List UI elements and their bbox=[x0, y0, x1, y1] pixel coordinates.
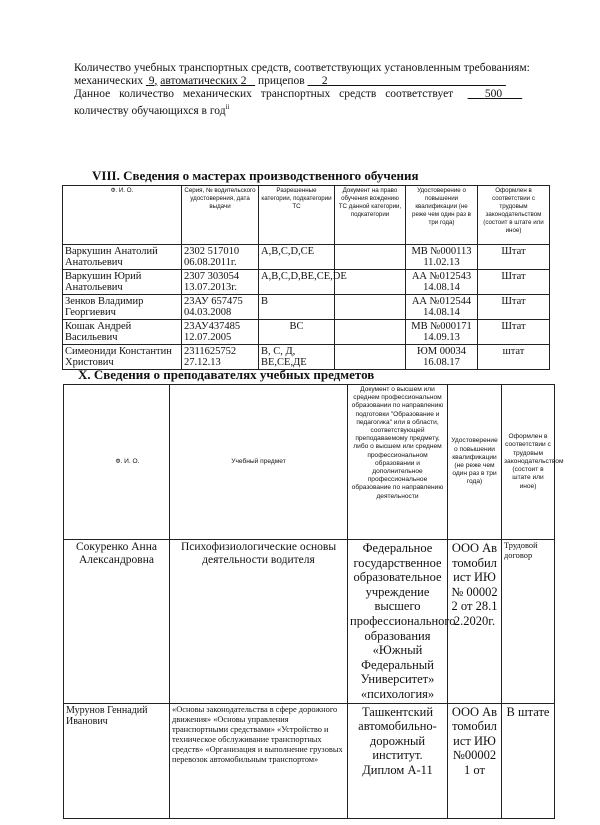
teacher-education: Федеральное государственное образовательное учреждение высшего профессионального образования «Южный Федеральный Университет» «психология» bbox=[348, 540, 448, 704]
teacher-status: Трудовой договор bbox=[502, 540, 555, 704]
master-name: Зенков Владимир Георгиевич bbox=[63, 295, 182, 320]
teacher-name: Сокуренко Анна Александровна bbox=[64, 540, 170, 704]
section-10-title: X. Сведения о преподавателях учебных предметов bbox=[78, 367, 375, 382]
master-cert: АА №012543 14.08.14 bbox=[406, 270, 478, 295]
teacher-subject: Психофизиологические основы деятельности водителя bbox=[170, 540, 348, 704]
auto-value: 2 bbox=[240, 75, 247, 87]
footnote-mark: ii bbox=[225, 103, 230, 111]
master-license: 23АУ437485 12.07.2005 bbox=[182, 320, 259, 345]
masters-header-doc: Документ на право обучения вождению ТС данной категории, подкатегории bbox=[335, 186, 406, 245]
table-row bbox=[63, 345, 550, 370]
master-name: Кошак Андрей Васильевич bbox=[63, 320, 182, 345]
students-value: 500 bbox=[484, 88, 503, 100]
intro-line-3-text: Данное количество механических транспортных средств соответствует bbox=[74, 88, 454, 100]
masters-header-license: Серия, № водительского удостоверения, дата выдачи bbox=[182, 186, 259, 245]
trailers-value: 2 bbox=[321, 75, 328, 87]
master-cert: АА №012544 14.08.14 bbox=[406, 295, 478, 320]
master-doc bbox=[335, 345, 406, 370]
teachers-header-cert: Удостоверение о повышении квалификации (не реже чем один раз в три года) bbox=[448, 385, 502, 540]
section-8-title: VIII. Сведения о мастерах производственного обучения bbox=[92, 168, 419, 183]
mech-label: механических bbox=[74, 75, 144, 87]
master-categories: B bbox=[259, 295, 335, 320]
teachers-header-name: Ф. И. О. bbox=[64, 385, 170, 540]
table-row bbox=[64, 703, 555, 818]
intro-block bbox=[74, 62, 544, 118]
master-license: 2302 517010 06.08.2011г. bbox=[182, 245, 259, 270]
master-doc bbox=[335, 320, 406, 345]
mech-value: 9, bbox=[148, 75, 158, 87]
table-row bbox=[63, 245, 550, 270]
master-name: Симеониди Константин Христович bbox=[63, 345, 182, 370]
master-status: Штат bbox=[478, 320, 550, 345]
masters-header-status: Оформлен в соответствии с трудовым законодательством (состоит в штате или иное) bbox=[478, 186, 550, 245]
teacher-cert: ООО Автомобилист ИЮ№000021 от bbox=[448, 703, 502, 818]
masters-table bbox=[62, 185, 550, 370]
teacher-cert: ООО Автомобилист ИЮ № 000022 от 28.12.2020г. bbox=[448, 540, 502, 704]
masters-header-name: Ф. И. О. bbox=[63, 186, 182, 245]
master-categories: В, С, Д, ВЕ,СЕ,ДЕ bbox=[259, 345, 335, 370]
masters-header-row bbox=[63, 186, 550, 245]
teacher-status: В штате bbox=[502, 703, 555, 818]
master-cert: ЮМ 00034 16.08.17 bbox=[406, 345, 478, 370]
table-row bbox=[63, 295, 550, 320]
teachers-table bbox=[63, 384, 564, 819]
master-status: Штат bbox=[478, 295, 550, 320]
master-status: Штат bbox=[478, 245, 550, 270]
master-status: штат bbox=[478, 345, 550, 370]
master-license: 2311625752 27.12.13 bbox=[182, 345, 259, 370]
master-name: Варкушин Анатолий Анатольевич bbox=[63, 245, 182, 270]
masters-header-cert: Удостоверение о повышении квалификации (не реже чем один раз в три года) bbox=[406, 186, 478, 245]
master-categories: A,B,C,D,CE bbox=[259, 245, 335, 270]
intro-line-3 bbox=[74, 88, 544, 101]
teacher-subject: «Основы законодательства в сфере дорожного движения» «Основы управления транспортными средствами» «Устройство и техническое обслуживание транспортных средств» «Организация и выполнение грузовых перевозок автомобильным транспортом» bbox=[170, 703, 348, 818]
table-row bbox=[63, 320, 550, 345]
master-categories: A,B,C,D,BE,CE,DE bbox=[259, 270, 335, 295]
teachers-header-row bbox=[64, 385, 555, 540]
teachers-header-education: Документ о высшем или среднем профессиональном образовании по направлению подготовки "Образование и педагогика" или в области, соответствующей преподаваемому предмету, либо о высшем или среднем профессиональном образовании и дополнительное профессиональное образование по направлению деятельности bbox=[348, 385, 448, 540]
master-license: 23АУ 657475 04.03.2008 bbox=[182, 295, 259, 320]
teachers-header-subject: Учебный предмет bbox=[170, 385, 348, 540]
trailers-label: прицепов bbox=[258, 75, 305, 87]
master-cert: МВ №000113 11.02.13 bbox=[406, 245, 478, 270]
intro-line-1: Количество учебных транспортных средств, соответствующих установленным требованиям: bbox=[74, 62, 530, 74]
masters-header-categories: Разрешенные категории, подкатегории ТС bbox=[259, 186, 335, 245]
master-status: Штат bbox=[478, 270, 550, 295]
table-row bbox=[64, 540, 555, 704]
master-cert: МВ №000171 14.09.13 bbox=[406, 320, 478, 345]
master-categories: BC bbox=[259, 320, 335, 345]
teacher-education: Ташкентский автомобильно-дорожный институт. Диплом А-11 bbox=[348, 703, 448, 818]
intro-line-2 bbox=[74, 75, 544, 88]
master-name: Варкушин Юрий Анатольевич bbox=[63, 270, 182, 295]
intro-line-4: количеству обучающихся в год$^{ii}$ bbox=[74, 103, 230, 117]
teacher-name: Мурунов Геннадий Иванович bbox=[64, 703, 170, 818]
table-row bbox=[63, 270, 550, 295]
master-doc bbox=[335, 245, 406, 270]
master-license: 2307 303054 13.07.2013г. bbox=[182, 270, 259, 295]
teachers-header-status: Оформлен в соответствии с трудовым законодательством (состоит в штате или иное) bbox=[502, 385, 555, 540]
master-doc bbox=[335, 295, 406, 320]
auto-label: автоматических 2 bbox=[160, 75, 247, 87]
